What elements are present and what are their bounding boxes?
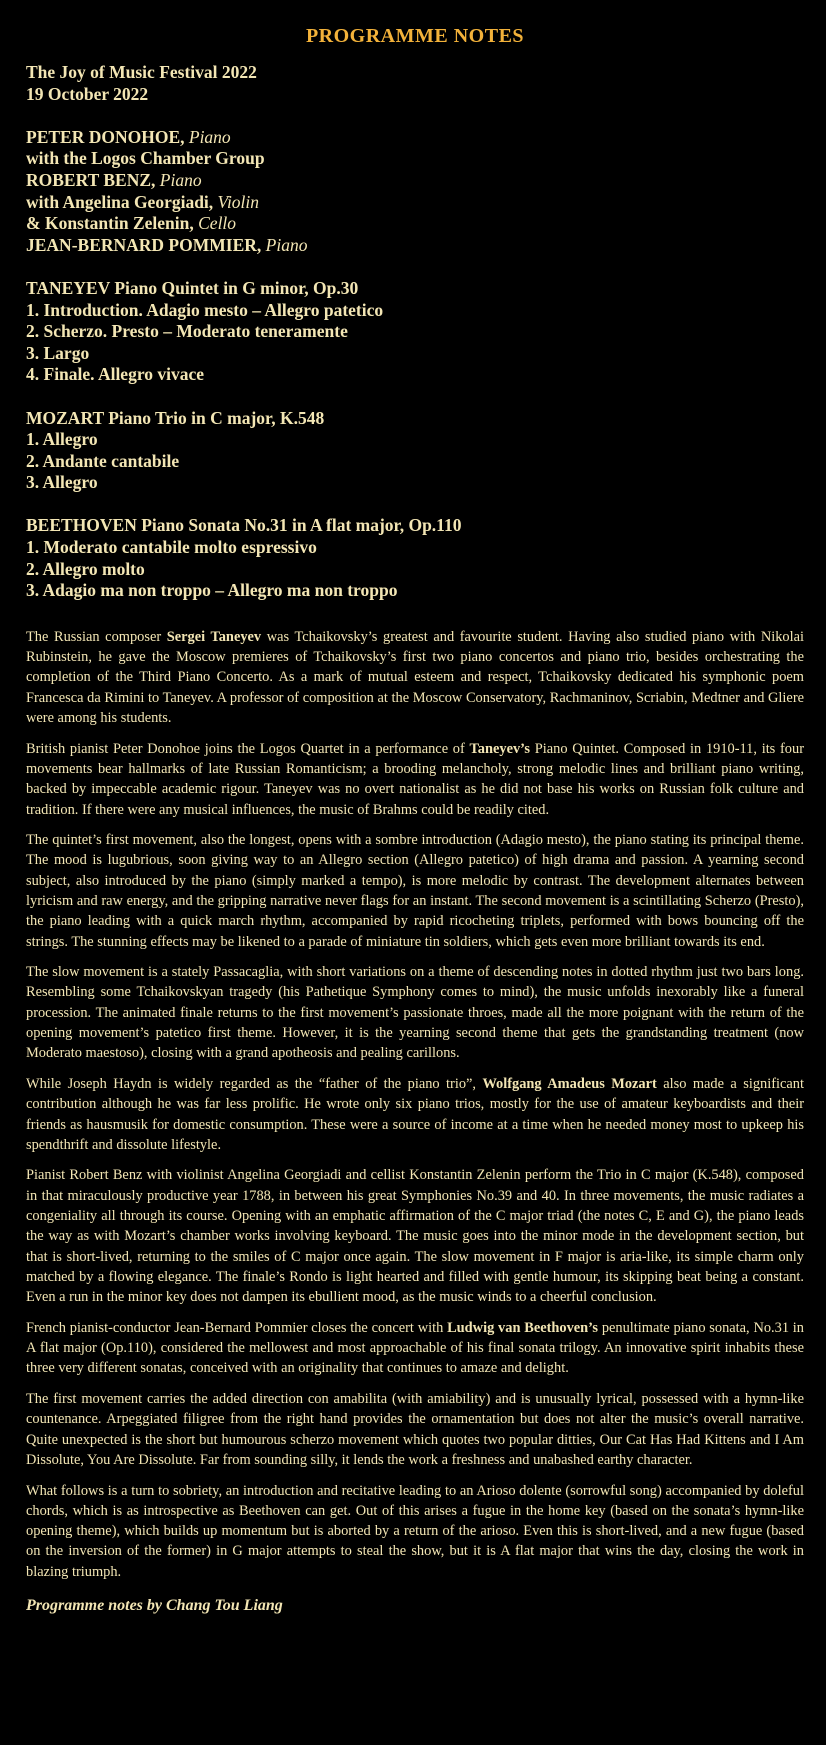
programme-work-beethoven	[26, 515, 804, 601]
notes-paragraph: What follows is a turn to sobriety, an introduction and recitative leading to an Arioso dolente (sorrowful song) accompanied by doleful chords, which is as introspective as Beethoven can get. Out of this arises a fugue in the home key (based on the sonata’s hymn-like opening theme), which builds up momentum but is aborted by a return of the arioso. Even this is short-lived, and a new fugue (based on the inversion of the former) in G major attempts to steal the show, but it is A flat major that wins the day, closing the work in blazing triumph.	[26, 1482, 804, 1580]
composer-name: Taneyev’s	[469, 740, 531, 757]
performer-role: Piano	[265, 234, 308, 255]
performer-name: JEAN-BERNARD POMMIER,	[26, 234, 262, 255]
performer-role: Violin	[217, 191, 260, 212]
notes-paragraph: While Joseph Haydn is widely regarded as the “father of the piano trio”, Wolfgang Amadeus Mozart also made a significant contribution although he was far less prolific. He wrote only six piano trios, mostly for the use of amateur keyboardists and their friends as hausmusik for domestic consumption. These were a source of income at a time when he needed money most to upkeep his spendthrift and dissolute lifestyle.	[26, 1075, 805, 1153]
programme-work-taneyev	[26, 278, 804, 386]
performer-name: PETER DONOHOE,	[26, 126, 185, 147]
movement: 3. Largo	[26, 342, 90, 363]
performer-name: ROBERT BENZ,	[26, 169, 156, 190]
notes-paragraph: Pianist Robert Benz with violinist Angelina Georgiadi and cellist Konstantin Zelenin perform the Trio in C major (K.548), composed in that miraculously productive year 1788, in between his great Symphonies No.39 and 40. In three movements, the music radiates a congeniality all through its course. Opening with an emphatic affirmation of the C major triad (the notes C, E and G), the piano leads the way as with Mozart’s chamber works involving keyboard. The music goes into the minor mode in the development section, but that is short-lived, returning to the smiles of C major once again. The slow movement in F major is aria-like, its simple charm only matched by a flowing elegance. The finale’s Rondo is light hearted and filled with gentle humour, its skipping beat being a constant. Even a run in the minor key does not dampen its ebullient mood, as the music winds to a cheerful conclusion.	[26, 1167, 804, 1306]
performer-name: with Angelina Georgiadi,	[26, 191, 214, 212]
programme-work-mozart	[26, 408, 804, 494]
notes-paragraph: The quintet’s first movement, also the longest, opens with a sombre introduction (Adagio mesto), the piano stating its principal theme. The mood is lugubrious, soon giving way to an Allegro section (Allegro patetico) of high drama and passion. A yearning second subject, also introduced by the piano (simply marked a tempo), is more melodic by contrast. The development alternates between lyricism and raw energy, and the gripping narrative never flags for an instant. The second movement is a scintillating Scherzo (Presto), the piano leading with a quick march rhythm, accompanied by rapid ricocheting triplets, performed with bows bouncing off the strings. The stunning effects may be likened to a parade of miniature tin soldiers, which gets even more brilliant towards its end.	[26, 832, 804, 950]
notes-paragraph: The Russian composer Sergei Taneyev was Tchaikovsky’s greatest and favourite student. Having also studied piano with Nikolai Rubinstein, he gave the Moscow premieres of Tchaikovsky’s first two piano concertos and piano trio, besides orchestrating the completion of the Third Piano Concerto. As a mark of mutual esteem and respect, Tchaikovsky dedicated his symphonic poem Francesca da Rimini to Taneyev. A professor of composition at the Moscow Conservatory, Rachmaninov, Scriabin, Medtner and Gliere were among his students.	[26, 628, 805, 727]
performer-role: Piano	[188, 126, 231, 147]
work-title: MOZART Piano Trio in C major, K.548	[26, 407, 325, 428]
performer-line	[26, 235, 804, 257]
festival-date: 19 October 2022	[26, 83, 149, 104]
movement: 1. Moderato cantabile molto espressivo	[26, 537, 317, 558]
notes-body	[26, 627, 804, 1616]
movement: 2. Scherzo. Presto – Moderato teneramente	[26, 321, 348, 342]
movement: 3. Allegro	[26, 472, 98, 493]
performer-name: with the Logos Chamber Group	[26, 148, 265, 169]
movement: 2. Andante cantabile	[26, 450, 180, 471]
movement: 4. Finale. Allegro vivace	[26, 364, 205, 385]
performer-role: Cello	[198, 213, 237, 234]
performer-line	[26, 192, 804, 214]
work-title: BEETHOVEN Piano Sonata No.31 in A flat major, Op.110	[26, 515, 462, 536]
page-title: PROGRAMME NOTES	[305, 25, 525, 47]
movement: 3. Adagio ma non troppo – Allegro ma non troppo	[26, 580, 398, 601]
composer-name: Sergei Taneyev	[166, 628, 262, 645]
notes-paragraph: British pianist Peter Donohoe joins the Logos Quartet in a performance of Taneyev’s Piano Quintet. Composed in 1910-11, its four movements bear hallmarks of late Russian Romanticism; a brooding melancholy, strong melodic lines and brilliant piano writing, backed by impeccable academic rigour. Taneyev was no overt nationalist as he did not base his works on Russian folk culture and tradition. If there were any musical influences, the music of Brahms could be readily cited.	[26, 740, 804, 818]
work-title: TANEYEV Piano Quintet in G minor, Op.30	[26, 277, 359, 298]
performer-line	[26, 148, 804, 170]
performers-list	[26, 127, 804, 257]
movement: 2. Allegro molto	[26, 558, 145, 579]
movement: 1. Allegro	[26, 429, 98, 450]
composer-name: Ludwig van Beethoven’s	[447, 1319, 599, 1336]
notes-paragraph: The slow movement is a stately Passacaglia, with short variations on a theme of descending notes in dotted rhythm just two bars long. Resembling some Tchaikovskyan tragedy (his Pathetique Symphony comes to mind), the music unfolds inexorably like a funeral procession. The animated finale returns to the first movement’s passionate throes, made all the more poignant with the return of the opening movement’s patetico first theme. However, it is the yearning second theme that gets the grandstanding treatment (now Moderato maestoso), closing with a grand apotheosis and pealing carillons.	[26, 964, 804, 1062]
notes-paragraph: The first movement carries the added direction con amabilita (with amiability) and is unusually lyrical, possessed with a hymn-like countenance. Arpeggiated filigree from the right hand provides the ornamentation but does not alter the music’s overall narrative. Quite unexpected is the short but humourous scherzo movement which quotes two popular ditties, Our Cat Has Had Kittens and I Am Dissolute, You Are Dissolute. Far from sounding silly, it lends the work a freshness and unabashed earthy character.	[26, 1391, 804, 1468]
performer-line	[26, 170, 804, 192]
festival-info	[26, 62, 804, 105]
performer-name: & Konstantin Zelenin,	[26, 213, 194, 234]
composer-name: Wolfgang Amadeus Mozart	[482, 1075, 657, 1092]
performer-role: Piano	[159, 169, 202, 190]
movement: 1. Introduction. Adagio mesto – Allegro patetico	[26, 299, 384, 320]
festival-name: The Joy of Music Festival 2022	[26, 62, 257, 82]
notes-credit: Programme notes by Chang Tou Liang	[26, 1596, 283, 1614]
performer-line	[26, 127, 804, 149]
performer-line	[26, 213, 804, 235]
notes-paragraph: French pianist-conductor Jean-Bernard Pommier closes the concert with Ludwig van Beethoven’s penultimate piano sonata, No.31 in A flat major (Op.110), considered the mellowest and most approachable of his final sonata trilogy. An innovative spirit inhabits these three very different sonatas, conceived with an originality that continues to amaze and delight.	[26, 1319, 804, 1377]
